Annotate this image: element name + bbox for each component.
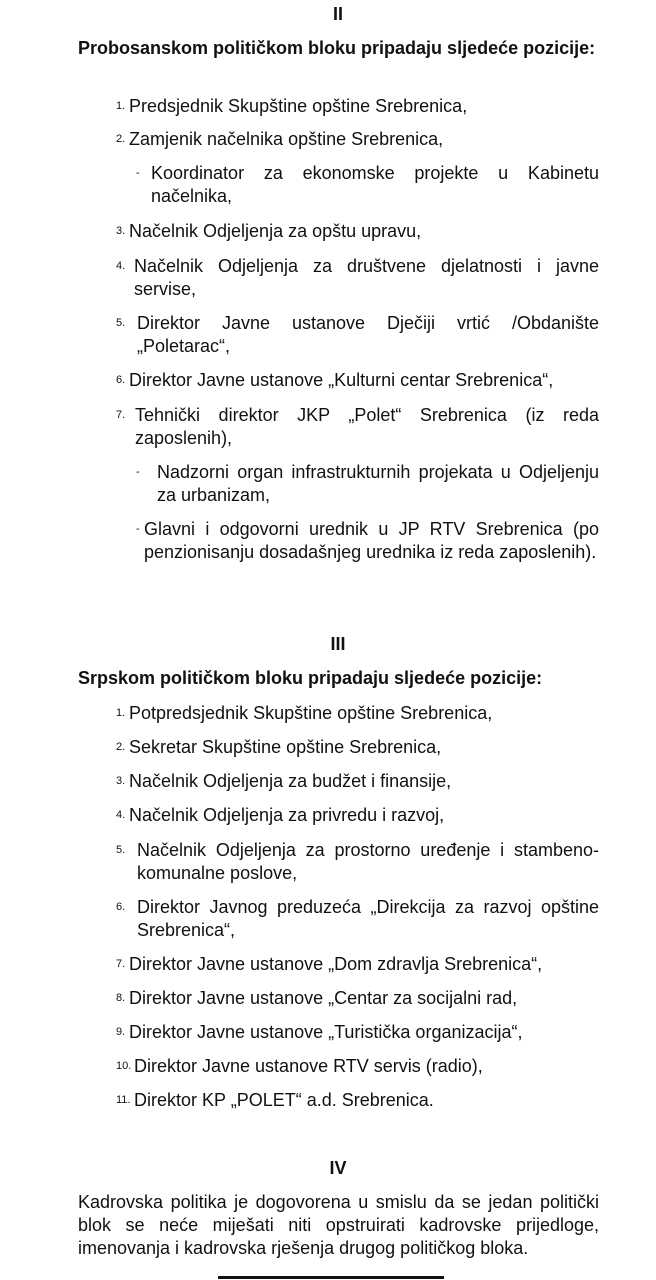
list-item-marker: 7. — [116, 409, 126, 421]
list-item: Načelnik Odjeljenja za budžet i finansije, — [129, 771, 452, 791]
list-item-marker: - — [136, 523, 140, 535]
list-item: Direktor Javne ustanove RTV servis (radio), — [134, 1056, 483, 1076]
list-item-marker: 6. — [116, 374, 126, 386]
list-item-marker: 4. — [116, 260, 126, 272]
list-item: Direktor Javne ustanove „Dom zdravlja Srebrenica“, — [129, 954, 543, 974]
list-item: Potpredsjednik Skupštine opštine Srebrenica, — [129, 703, 493, 723]
text-underline — [218, 1276, 444, 1279]
list-item: Direktor Javne ustanove „Kulturni centar Srebrenica“, — [129, 370, 554, 390]
list-item-marker: 5. — [116, 317, 126, 329]
list-item-marker: 4. — [116, 809, 126, 821]
list-item-marker: 9. — [116, 1026, 126, 1038]
list-item-marker: 2. — [116, 133, 126, 145]
list-item-marker: - — [136, 466, 140, 478]
list-item: Direktor KP „POLET“ a.d. Srebrenica. — [134, 1090, 434, 1110]
list-item: Glavni i odgovorni urednik u JP RTV Srebrenica (po penzionisanju dosadašnjeg urednika iz reda zaposlenih). — [144, 519, 599, 562]
list-item: Zamjenik načelnika opštine Srebrenica, — [129, 129, 444, 149]
list-item: Načelnik Odjeljenja za privredu i razvoj, — [129, 805, 445, 825]
section-4-roman-numeral: IV — [329, 1158, 347, 1178]
list-item: Načelnik Odjeljenja za društvene djelatnosti i javne servise, — [134, 256, 599, 299]
list-item: Sekretar Skupštine opštine Srebrenica, — [129, 737, 442, 757]
section-4-paragraph: Kadrovska politika je dogovorena u smislu da se jedan politički blok se neće miješati niti opstruirati kadrovske prijedloge, imenovanja i kadrovska rješenja drugog političkog bloka. — [78, 1192, 599, 1258]
list-item: Direktor Javne ustanove „Centar za socijalni rad, — [129, 988, 518, 1008]
list-item-marker: 5. — [116, 844, 126, 856]
list-item: Direktor Javne ustanove „Turistička organizacija“, — [129, 1022, 523, 1042]
list-item-marker: 10. — [116, 1060, 132, 1072]
list-item-marker: 6. — [116, 901, 126, 913]
section-2-heading: Probosanskom političkom bloku pripadaju sljedeće pozicije: — [78, 38, 596, 58]
list-item: Koordinator za ekonomske projekte u Kabinetu načelnika, — [151, 163, 599, 206]
list-item: Načelnik Odjeljenja za prostorno uređenje i stambeno-komunalne poslove, — [137, 840, 599, 883]
list-item: Načelnik Odjeljenja za opštu upravu, — [129, 221, 422, 241]
list-item: Tehnički direktor JKP „Polet“ Srebrenica (iz reda zaposlenih), — [135, 405, 599, 448]
list-item-marker: 8. — [116, 992, 126, 1004]
list-item-marker: 11. — [116, 1094, 131, 1106]
list-item-marker: 1. — [116, 707, 126, 719]
section-2-roman-numeral: II — [332, 4, 343, 24]
list-item-marker: 3. — [116, 225, 126, 237]
section-3-heading: Srpskom političkom bloku pripadaju sljedeće pozicije: — [78, 668, 543, 688]
list-item-marker: 7. — [116, 958, 126, 970]
section-3-roman-numeral: III — [330, 634, 346, 654]
list-item: Direktor Javne ustanove Dječiji vrtić /Obdanište „Poletarac“, — [137, 313, 599, 356]
list-item-marker: 1. — [116, 100, 126, 112]
list-item: Direktor Javnog preduzeća „Direkcija za razvoj opštine Srebrenica“, — [137, 897, 599, 940]
list-item: Predsjednik Skupštine opštine Srebrenica, — [129, 96, 468, 116]
list-item-marker: - — [136, 167, 140, 179]
list-item-marker: 2. — [116, 741, 126, 753]
list-item: Nadzorni organ infrastrukturnih projekata u Odjeljenju za urbanizam, — [157, 462, 599, 505]
list-item-marker: 3. — [116, 775, 126, 787]
